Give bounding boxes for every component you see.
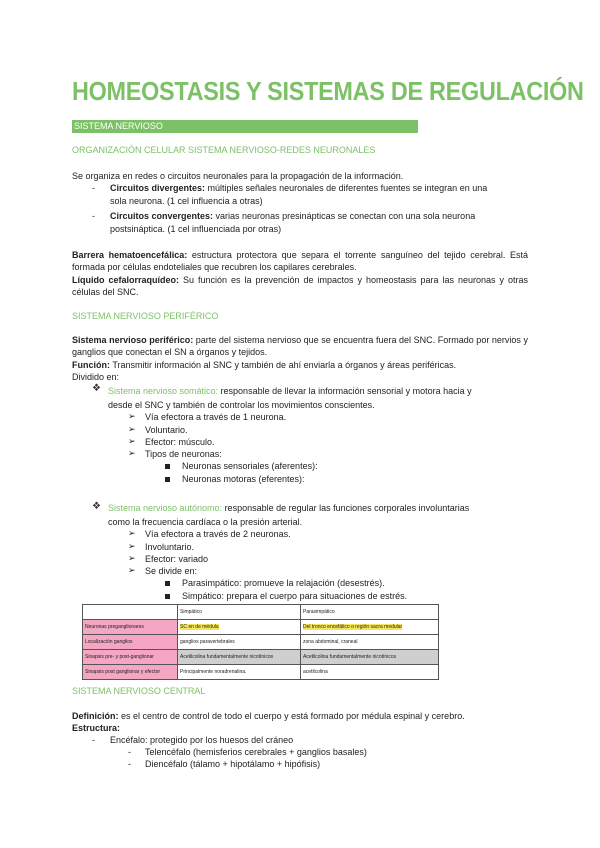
somatic-text-2: desde el SNC y también de controlar los movimientos conscientes.	[108, 400, 375, 410]
dash-bullet: -	[92, 183, 95, 193]
square-bullet-icon	[165, 477, 170, 482]
somatic-term: Sistema nervioso somático:	[108, 386, 219, 396]
table-cell: zona abdominal, craneal	[301, 635, 439, 650]
auto-item: Involuntario.	[145, 542, 195, 552]
org-intro: Se organiza en redes o circuitos neuronales para la propagación de la información.	[72, 171, 404, 181]
div-text-2: sola neurona. (1 cel influencia a otras)	[110, 196, 263, 206]
arrow-bullet-icon: ➢	[128, 411, 136, 421]
arrow-bullet-icon: ➢	[128, 528, 136, 538]
square-bullet-icon	[165, 594, 170, 599]
barrera-text: estructura protectora que separa el torrente sanguíneo del tejido cerebral. Está formada por células endoteliales que recubren los capilares cerebrales.	[72, 250, 528, 272]
snc-sub-item: Diencéfalo (tálamo + hipotálamo + hipófisis)	[145, 759, 321, 769]
auto-sub: Parasimpático: promueve la relajación (desestrés).	[182, 578, 385, 588]
div-circuit-line1	[110, 182, 528, 194]
auto-text-2: como la frecuencia cardíaca o la presión arterial.	[108, 517, 303, 527]
table-row	[83, 635, 439, 650]
table-cell-text: Del tronco encefálico o región sacra medular	[303, 624, 403, 630]
snp-func-term: Función:	[72, 360, 110, 370]
ans-comparison-table	[82, 604, 439, 680]
snp-def	[72, 334, 528, 358]
dash-bullet: -	[92, 211, 95, 221]
section-bar-label: SISTEMA NERVIOSO	[74, 121, 163, 131]
table-cell-text: SC en de médula	[180, 624, 219, 630]
table-header-cell: Parasimpático	[301, 605, 439, 620]
table-header-row	[83, 605, 439, 620]
snp-divided: Dividido en:	[72, 372, 120, 382]
conv-text-2: postsináptica. (1 cel influenciada por otras)	[110, 224, 282, 234]
section-bar	[72, 120, 418, 133]
table-cell: Localización ganglios	[83, 635, 178, 650]
auto-sub: Simpático: prepara el cuerpo para situaciones de estrés.	[182, 591, 408, 601]
snp-heading: SISTEMA NERVIOSO PERIFÉRICO	[72, 311, 219, 321]
auto-text-1: responsable de regular las funciones corporales involuntarias	[222, 503, 470, 513]
barrera-paragraph	[72, 249, 528, 273]
auto-line1	[108, 502, 528, 514]
table-cell: Acetilcolina fundamentalmente nicotínicos	[178, 650, 301, 665]
table-row	[83, 650, 439, 665]
table-row	[83, 665, 439, 680]
snp-func-text: Transmitir información al SNC y también de ahí enviarla a órganos y áreas periféricas.	[110, 360, 457, 370]
barrera-term: Barrera hematoencefálica:	[72, 250, 188, 260]
div-term: Circuitos divergentes:	[110, 183, 206, 193]
arrow-bullet-icon: ➢	[128, 424, 136, 434]
table-cell: acetilcolina	[301, 665, 439, 680]
snc-def-text: es el centro de control de todo el cuerpo y está formado por médula espinal y cerebro.	[118, 711, 465, 721]
conv-circuit-line1	[110, 210, 528, 222]
dash-bullet: -	[128, 747, 131, 757]
auto-item: Se divide en:	[145, 566, 198, 576]
page-title: HOMEOSTASIS Y SISTEMAS DE REGULACIÓN	[72, 76, 584, 106]
snp-def-term: Sistema nervioso periférico:	[72, 335, 194, 345]
div-text-1: múltiples señales neuronales de diferentes fuentes se integran en una	[205, 183, 488, 193]
table-cell: Sinapsis post ganglionar y efector	[83, 665, 178, 680]
snc-def-term: Definición:	[72, 711, 119, 721]
arrow-bullet-icon: ➢	[128, 565, 136, 575]
dash-bullet: -	[92, 735, 95, 745]
somatic-item: Voluntario.	[145, 425, 188, 435]
liquido-paragraph	[72, 274, 528, 298]
snc-sub-item: Telencéfalo (hemisferios cerebrales + ganglios basales)	[145, 747, 367, 757]
auto-item: Efector: variado	[145, 554, 209, 564]
table-cell	[178, 620, 301, 635]
somatic-item: Vía efectora a través de 1 neurona.	[145, 412, 287, 422]
diamond-bullet-icon: ❖	[92, 501, 101, 512]
arrow-bullet-icon: ➢	[128, 448, 136, 458]
auto-item: Vía efectora a través de 2 neuronas.	[145, 529, 291, 539]
somatic-item: Tipos de neuronas:	[145, 449, 222, 459]
neuron-type: Neuronas sensoriales (aferentes):	[182, 461, 318, 471]
table-header-cell: Simpático	[178, 605, 301, 620]
table-cell: Principalmente noradrenalina.	[178, 665, 301, 680]
neuron-type: Neuronas motoras (eferentes):	[182, 474, 305, 484]
somatic-item: Efector: músculo.	[145, 437, 215, 447]
snc-estructura: Estructura:	[72, 723, 121, 733]
dash-bullet: -	[128, 759, 131, 769]
table-cell: Sinapsis pre- y post-ganglionar	[83, 650, 178, 665]
table-cell	[301, 620, 439, 635]
liquido-term: Líquido cefalorraquídeo:	[72, 275, 179, 285]
org-heading: ORGANIZACIÓN CELULAR SISTEMA NERVIOSO-REDES NEURONALES	[72, 145, 376, 155]
table-cell: ganglios paravertebrales	[178, 635, 301, 650]
table-cell: Acetilcolina fundamentalmente nicotínicos	[301, 650, 439, 665]
snp-func	[72, 359, 528, 371]
conv-text-1: varias neuronas presinápticas se conectan con una sola neurona	[213, 211, 476, 221]
snc-encefalo: Encéfalo: protegido por los huesos del cráneo	[110, 735, 294, 745]
table-cell: Neuronas preganglionares	[83, 620, 178, 635]
square-bullet-icon	[165, 464, 170, 469]
somatic-line1	[108, 385, 528, 397]
diamond-bullet-icon: ❖	[92, 383, 101, 394]
snp-def-text: parte del sistema nervioso que se encuentra fuera del SNC. Formado por nervios y ganglios que conectan el SN a órganos y tejidos.	[72, 335, 528, 357]
table-row	[83, 620, 439, 635]
liquido-text: Su función es la prevención de impactos y homeostasis para las neuronas y otras células del SNC.	[72, 275, 528, 297]
snc-heading: SISTEMA NERVIOSO CENTRAL	[72, 686, 206, 696]
arrow-bullet-icon: ➢	[128, 541, 136, 551]
snc-def	[72, 710, 528, 722]
somatic-text-1: responsable de llevar la información sensorial y motora hacia y	[218, 386, 472, 396]
conv-term: Circuitos convergentes:	[110, 211, 214, 221]
auto-term: Sistema nervioso autónomo:	[108, 503, 223, 513]
arrow-bullet-icon: ➢	[128, 436, 136, 446]
square-bullet-icon	[165, 581, 170, 586]
table-header-cell	[83, 605, 178, 620]
arrow-bullet-icon: ➢	[128, 553, 136, 563]
